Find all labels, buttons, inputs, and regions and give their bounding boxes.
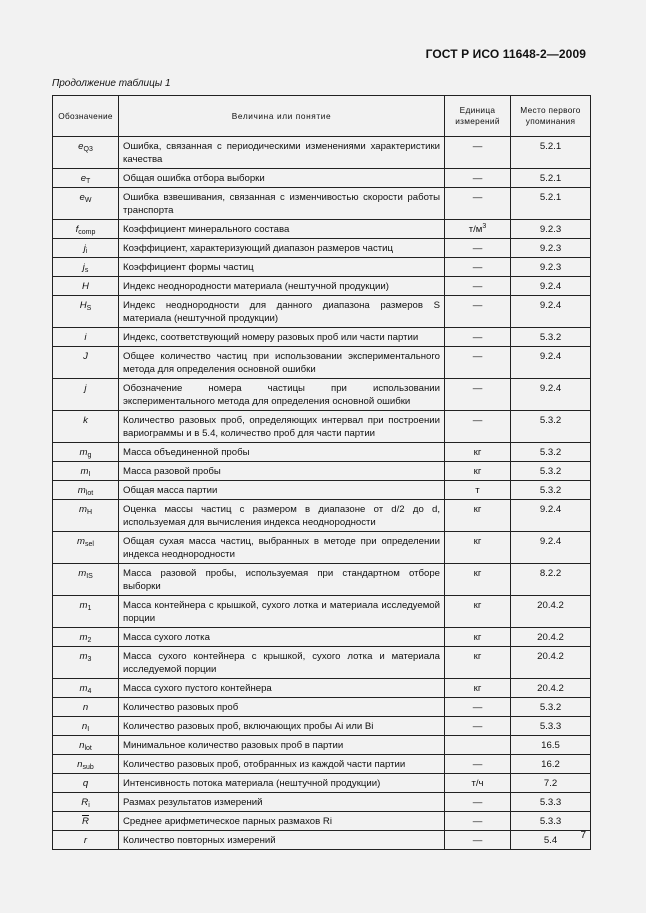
symbol-cell (53, 500, 119, 532)
symbol-subscript: s (84, 267, 89, 274)
table-row (53, 500, 591, 532)
description-cell: Коэффициент, характеризующий диапазон размеров частиц (119, 239, 445, 258)
symbol-main: k (83, 415, 88, 426)
description-cell: Масса сухого лотка (119, 628, 445, 647)
description-cell: Общее количество частиц при использовании экспериментального метода для определения основной ошибки (119, 347, 445, 379)
unit-cell (445, 188, 511, 220)
symbol-cell (53, 831, 119, 850)
unit-cell (445, 774, 511, 793)
symbol-main: e (78, 141, 84, 152)
table-row (53, 258, 591, 277)
table-row (53, 481, 591, 500)
symbol-subscript: comp (78, 229, 96, 236)
reference-cell: 20.4.2 (511, 628, 591, 647)
description-cell: Количество повторных измерений (119, 831, 445, 850)
symbol-subscript: T (86, 178, 91, 185)
description-cell: Количество разовых проб, отобранных из каждой части партии (119, 755, 445, 774)
table-body (53, 137, 591, 850)
description-cell: Масса объединенной пробы (119, 443, 445, 462)
description-cell: Индекс неоднородности для данного диапазона размеров S материала (нештучной продукции) (119, 296, 445, 328)
unit-cell (445, 443, 511, 462)
unit-cell (445, 755, 511, 774)
reference-cell: 5.2.1 (511, 188, 591, 220)
table-caption: Продолжение таблицы 1 (52, 78, 171, 89)
symbol-cell (53, 793, 119, 812)
table-row (53, 296, 591, 328)
reference-cell: 9.2.4 (511, 277, 591, 296)
symbol-main: j (84, 383, 87, 394)
unit-cell (445, 831, 511, 850)
reference-cell: 5.3.2 (511, 328, 591, 347)
description-cell: Масса разовой пробы, используемая при стандартном отборе выборки (119, 564, 445, 596)
unit-cell (445, 679, 511, 698)
symbol-main: m (78, 568, 87, 579)
unit-value: — (472, 192, 483, 203)
description-cell: Индекс неоднородности материала (нештучной продукции) (119, 277, 445, 296)
table-row (53, 188, 591, 220)
description-cell: Масса сухого контейнера с крышкой, сухого лотка и материала исследуемой порции (119, 647, 445, 679)
unit-cell (445, 411, 511, 443)
symbol-cell (53, 717, 119, 736)
reference-cell: 16.2 (511, 755, 591, 774)
unit-value: кг (473, 447, 482, 458)
table-row (53, 698, 591, 717)
symbol-main: m (79, 600, 88, 611)
table-row (53, 169, 591, 188)
page-number: 7 (580, 830, 586, 841)
table-row (53, 628, 591, 647)
unit-cell (445, 564, 511, 596)
symbol-cell (53, 736, 119, 755)
unit-cell (445, 296, 511, 328)
table-row (53, 736, 591, 755)
unit-value: — (472, 262, 483, 273)
unit-cell (445, 717, 511, 736)
symbol-cell (53, 532, 119, 564)
description-cell: Количество разовых проб (119, 698, 445, 717)
reference-cell: 9.2.4 (511, 296, 591, 328)
header-unit: Единица измерений (445, 96, 511, 137)
reference-cell: 5.3.2 (511, 411, 591, 443)
symbol-subscript: 3 (87, 656, 92, 663)
reference-cell: 9.2.4 (511, 500, 591, 532)
unit-value: — (472, 351, 483, 362)
unit-cell (445, 647, 511, 679)
symbol-cell (53, 596, 119, 628)
symbol-cell (53, 481, 119, 500)
unit-cell (445, 628, 511, 647)
table-row (53, 812, 591, 831)
table-row (53, 411, 591, 443)
symbol-cell (53, 137, 119, 169)
reference-cell: 5.3.2 (511, 481, 591, 500)
symbol-subscript: lot (85, 490, 94, 497)
symbol-subscript: 4 (87, 688, 92, 695)
description-cell: Оценка массы частиц с размером в диапазоне от d/2 до d, используемая для вычисления индекса неоднородности (119, 500, 445, 532)
table-row (53, 443, 591, 462)
symbol-main: m (80, 466, 89, 477)
symbol-cell (53, 277, 119, 296)
description-cell: Обозначение номера частицы при использовании экспериментального метода для определения основной ошибки (119, 379, 445, 411)
header-symbol: Обозначение (53, 96, 119, 137)
symbol-cell (53, 647, 119, 679)
reference-cell: 5.2.1 (511, 169, 591, 188)
unit-value: — (472, 835, 483, 846)
unit-cell (445, 500, 511, 532)
table-row (53, 596, 591, 628)
symbol-cell (53, 755, 119, 774)
table-row (53, 755, 591, 774)
description-cell: Масса разовой пробы (119, 462, 445, 481)
unit-cell (445, 258, 511, 277)
symbol-cell (53, 379, 119, 411)
reference-cell: 20.4.2 (511, 596, 591, 628)
symbol-cell (53, 698, 119, 717)
unit-cell (445, 532, 511, 564)
description-cell: Масса сухого пустого контейнера (119, 679, 445, 698)
reference-cell: 16.5 (511, 736, 591, 755)
symbol-cell (53, 564, 119, 596)
table-header-row (53, 96, 591, 137)
unit-value: кг (473, 600, 482, 611)
symbol-main: J (83, 351, 88, 362)
table-row (53, 774, 591, 793)
unit-cell (445, 328, 511, 347)
table-row (53, 239, 591, 258)
symbol-cell (53, 169, 119, 188)
description-cell: Общая масса партии (119, 481, 445, 500)
symbol-cell (53, 679, 119, 698)
symbol-subscript: lot (84, 745, 92, 752)
unit-value: — (472, 141, 483, 152)
symbol-cell (53, 628, 119, 647)
reference-cell: 8.2.2 (511, 564, 591, 596)
unit-cell (445, 596, 511, 628)
unit-value: — (472, 797, 483, 808)
symbol-main: n (82, 702, 89, 713)
table-row (53, 137, 591, 169)
unit-cell (445, 481, 511, 500)
unit-value: т (475, 485, 480, 496)
symbol-subscript: IS (86, 573, 93, 580)
reference-cell: 20.4.2 (511, 647, 591, 679)
description-cell: Общая ошибка отбора выборки (119, 169, 445, 188)
reference-cell: 5.3.3 (511, 717, 591, 736)
unit-cell (445, 277, 511, 296)
symbol-subscript: sel (85, 541, 94, 548)
unit-value: кг (473, 651, 482, 662)
symbol-main: H (82, 281, 89, 292)
symbol-subscript: I (88, 471, 91, 478)
description-cell: Коэффициент формы частиц (119, 258, 445, 277)
unit-cell (445, 347, 511, 379)
symbol-main: i (84, 332, 87, 343)
symbol-subscript: W (84, 197, 92, 204)
reference-cell: 9.2.3 (511, 220, 591, 239)
table-row (53, 379, 591, 411)
table-row (53, 328, 591, 347)
unit-value: — (472, 816, 483, 827)
symbol-main: m (78, 504, 87, 515)
unit-value: — (472, 300, 483, 311)
unit-value: — (472, 332, 483, 343)
unit-value: т/ч (471, 778, 484, 789)
reference-cell: 5.3.2 (511, 443, 591, 462)
unit-cell (445, 698, 511, 717)
unit-superscript: 3 (482, 223, 487, 230)
description-cell: Количество разовых проб, определяющих интервал при построении вариограммы и в 5.4, количество проб для части партии (119, 411, 445, 443)
unit-value: — (472, 721, 483, 732)
unit-cell (445, 137, 511, 169)
symbol-cell (53, 258, 119, 277)
reference-cell: 5.3.2 (511, 698, 591, 717)
reference-cell: 5.3.3 (511, 793, 591, 812)
symbol-cell (53, 239, 119, 258)
reference-cell: 9.2.3 (511, 239, 591, 258)
description-cell: Количество разовых проб, включающих пробы Ai или Bi (119, 717, 445, 736)
symbol-main: n (77, 759, 83, 770)
table-row (53, 462, 591, 481)
reference-cell: 5.3.2 (511, 462, 591, 481)
reference-cell: 9.2.4 (511, 379, 591, 411)
unit-value: кг (473, 466, 482, 477)
description-cell: Размах результатов измерений (119, 793, 445, 812)
table-row (53, 717, 591, 736)
unit-value: кг (473, 632, 482, 643)
symbol-cell (53, 296, 119, 328)
reference-cell: 5.4 (511, 831, 591, 850)
unit-value: — (472, 243, 483, 254)
symbol-subscript: 1 (87, 605, 92, 612)
symbol-cell (53, 328, 119, 347)
symbol-subscript: sub (82, 764, 94, 771)
description-cell: Коэффициент минерального состава (119, 220, 445, 239)
symbol-main: j (82, 262, 85, 273)
symbol-cell (53, 443, 119, 462)
description-cell: Общая сухая масса частиц, выбранных в методе при определении индекса неоднородности (119, 532, 445, 564)
description-cell: Масса контейнера с крышкой, сухого лотка и материала исследуемой порции (119, 596, 445, 628)
unit-cell (445, 379, 511, 411)
symbol-main: m (77, 485, 86, 496)
symbol-main: $\overline{R}$ (82, 816, 89, 827)
symbol-main: n (79, 740, 85, 751)
symbol-main: m (79, 447, 88, 458)
unit-cell (445, 239, 511, 258)
symbol-cell (53, 774, 119, 793)
symbol-main: j (83, 243, 86, 254)
symbol-cell (53, 812, 119, 831)
symbol-main: m (79, 632, 88, 643)
symbol-main: R (81, 797, 89, 808)
description-cell: Ошибка, связанная с периодическими изменениями характеристики качества (119, 137, 445, 169)
unit-cell (445, 462, 511, 481)
symbol-subscript: g (87, 452, 92, 459)
symbol-subscript: S (86, 305, 92, 312)
unit-value: кг (473, 536, 482, 547)
table-row (53, 647, 591, 679)
symbol-cell (53, 411, 119, 443)
unit-value: — (472, 383, 483, 394)
symbol-subscript: H (86, 509, 93, 516)
symbols-table (52, 95, 591, 850)
description-cell: Ошибка взвешивания, связанная с изменчивостью скорости работы транспорта (119, 188, 445, 220)
symbol-main: e (79, 192, 85, 203)
unit-value: кг (473, 504, 482, 515)
reference-cell: 7.2 (511, 774, 591, 793)
symbol-main: r (83, 835, 88, 846)
table-row (53, 564, 591, 596)
document-code: ГОСТ Р ИСО 11648-2—2009 (425, 47, 586, 61)
symbol-cell (53, 347, 119, 379)
reference-cell: 9.2.4 (511, 532, 591, 564)
reference-cell: 9.2.3 (511, 258, 591, 277)
description-cell: Среднее арифметическое парных размахов Ri (119, 812, 445, 831)
unit-value: — (472, 281, 483, 292)
symbol-main: e (80, 173, 87, 184)
symbol-cell (53, 220, 119, 239)
symbol-main: q (82, 778, 89, 789)
symbol-main: f (75, 224, 79, 235)
symbol-subscript: 2 (87, 637, 92, 644)
header-quantity: Величина или понятие (119, 96, 445, 137)
reference-cell: 5.2.1 (511, 137, 591, 169)
unit-cell (445, 220, 511, 239)
unit-cell (445, 793, 511, 812)
symbol-subscript: i (88, 802, 90, 809)
symbol-subscript: Q3 (83, 146, 93, 153)
symbol-main: m (77, 536, 86, 547)
symbol-main: m (79, 683, 88, 694)
reference-cell: 9.2.4 (511, 347, 591, 379)
unit-value: т/м (468, 224, 483, 235)
table-row (53, 793, 591, 812)
unit-value: кг (473, 568, 482, 579)
symbol-cell (53, 462, 119, 481)
table-row (53, 831, 591, 850)
unit-value: — (472, 415, 483, 426)
header-reference: Место первого упоминания (511, 96, 591, 137)
table-row (53, 347, 591, 379)
unit-value: — (472, 759, 483, 770)
symbol-main: H (79, 300, 87, 311)
description-cell: Интенсивность потока материала (нештучной продукции) (119, 774, 445, 793)
unit-cell (445, 812, 511, 831)
symbol-subscript: i (85, 248, 88, 255)
unit-value: — (472, 702, 483, 713)
symbol-main: m (79, 651, 88, 662)
symbol-main: n (81, 721, 88, 732)
unit-cell (445, 736, 511, 755)
symbol-cell (53, 188, 119, 220)
reference-cell: 20.4.2 (511, 679, 591, 698)
table-row (53, 532, 591, 564)
unit-value: кг (473, 683, 482, 694)
description-cell: Минимальное количество разовых проб в партии (119, 736, 445, 755)
unit-value: — (472, 173, 483, 184)
symbol-subscript: I (87, 726, 90, 733)
description-cell: Индекс, соответствующий номеру разовых проб или части партии (119, 328, 445, 347)
table-row (53, 220, 591, 239)
table-row (53, 277, 591, 296)
unit-cell (445, 169, 511, 188)
reference-cell: 5.3.3 (511, 812, 591, 831)
table-row (53, 679, 591, 698)
